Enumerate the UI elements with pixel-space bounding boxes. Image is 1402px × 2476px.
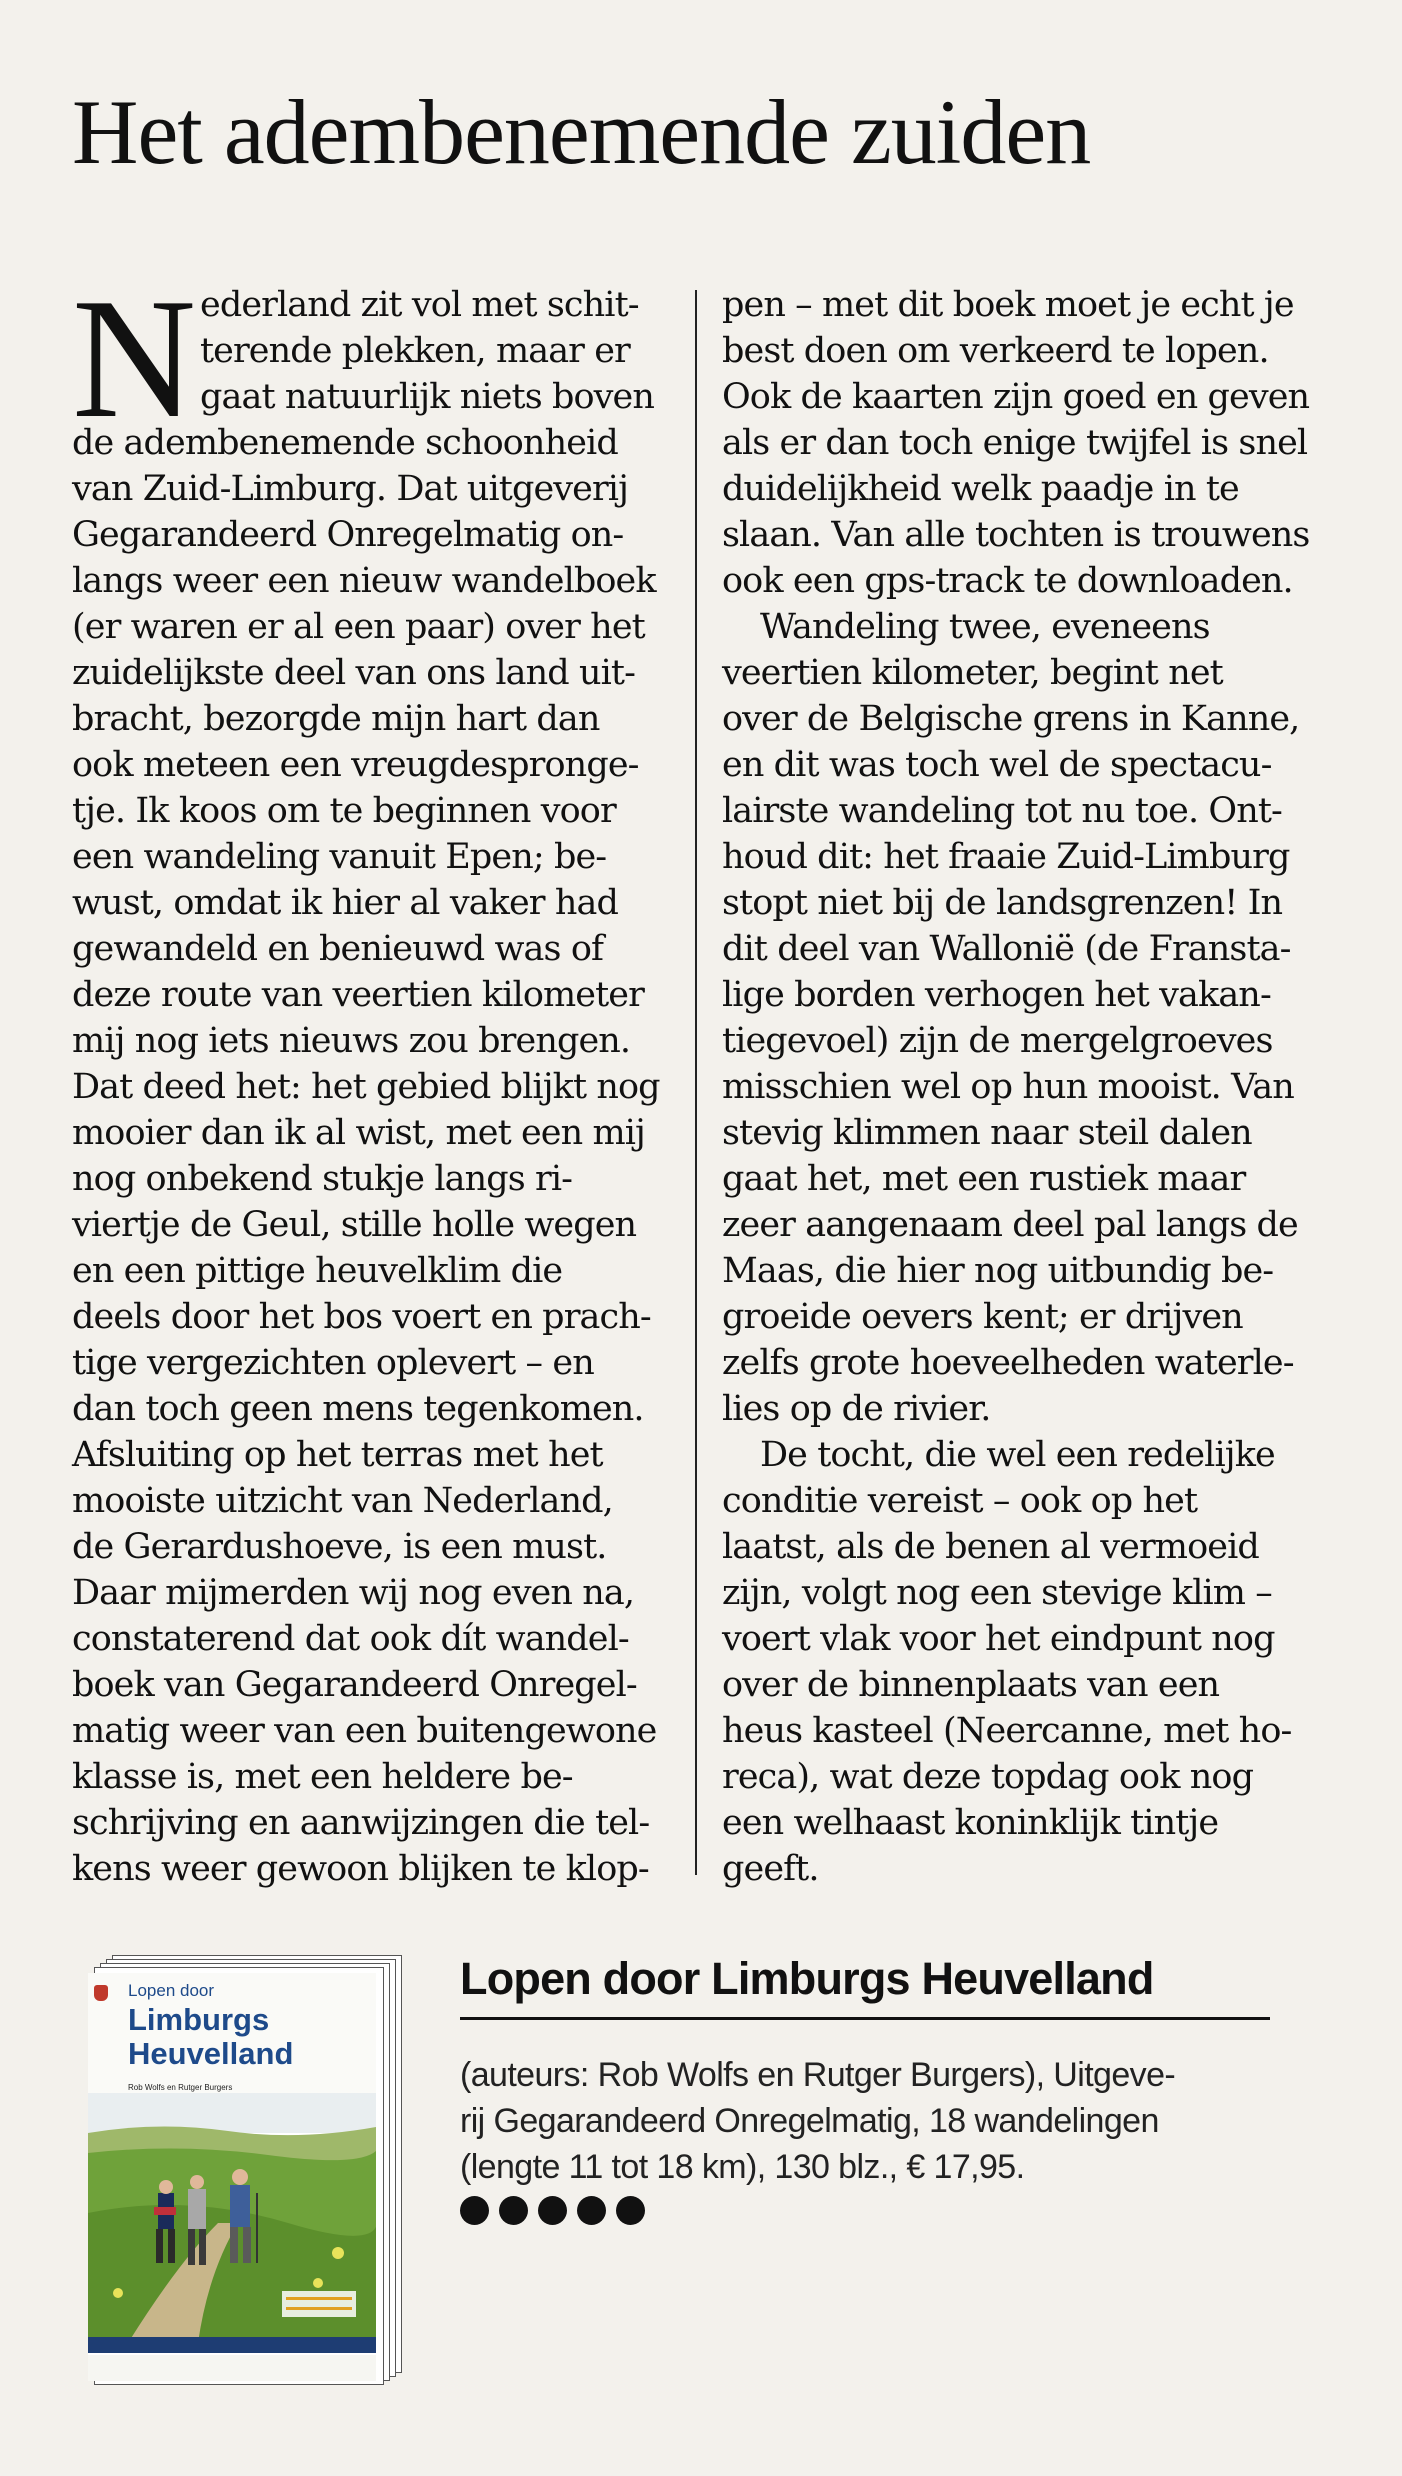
body-line: constaterend dat ook dít wandel- — [72, 1619, 629, 1659]
body-line: De tocht, die wel een redelijke — [760, 1435, 1275, 1475]
body-line: misschien wel op hun mooist. Van — [722, 1067, 1294, 1107]
cover-title-line: Limburgs — [128, 2002, 270, 2037]
body-line: ook een gps-track te downloaden. — [722, 561, 1293, 601]
column-divider — [695, 290, 697, 1875]
body-line: lige borden verhogen het vakan- — [722, 975, 1271, 1015]
body-line: (er waren er al een paar) over het — [72, 607, 645, 647]
body-line: terende plekken, maar er — [200, 331, 630, 371]
body-line: stopt niet bij de landsgrenzen! In — [722, 883, 1283, 923]
book-title-rule — [460, 2017, 1270, 2020]
body-line: voert vlak voor het eindpunt nog — [722, 1619, 1275, 1659]
article-headline: Het adembenemende zuiden — [72, 81, 1091, 183]
cover-band — [88, 2337, 376, 2353]
drop-cap: N — [72, 264, 197, 454]
cover-title-line: Heuvelland — [128, 2036, 294, 2071]
body-line: gaat het, met een rustiek maar — [722, 1159, 1246, 1199]
body-line: en dit was toch wel de spectacu- — [722, 745, 1272, 785]
body-line: groeide oevers kent; er drijven — [722, 1297, 1243, 1337]
body-line: Gegarandeerd Onregelmatig on- — [72, 515, 624, 555]
body-line: matig weer van een buitengewone — [72, 1711, 657, 1751]
cover-photo — [88, 2093, 376, 2343]
body-line: Ook de kaarten zijn goed en geven — [722, 377, 1310, 417]
body-line: Afsluiting op het terras met het — [72, 1435, 603, 1475]
body-line: nog onbekend stukje langs ri- — [72, 1159, 573, 1199]
body-line: houd dit: het fraaie Zuid-Limburg — [722, 837, 1290, 877]
body-line: duidelijkheid welk paadje in te — [722, 469, 1239, 509]
body-line: zelfs grote hoeveelheden waterle- — [722, 1343, 1294, 1383]
cover-title — [128, 2003, 293, 2071]
body-line: gaat natuurlijk niets boven — [200, 377, 654, 417]
body-line: lairste wandeling tot nu toe. Ont- — [722, 791, 1282, 831]
body-line: deze route van veertien kilometer — [72, 975, 644, 1015]
cover-authors: Rob Wolfs en Rutger Burgers — [128, 2083, 233, 2092]
article-column-right — [722, 282, 1352, 1892]
body-line: kens weer gewoon blijken te klop- — [72, 1849, 649, 1889]
body-line: stevig klimmen naar steil dalen — [722, 1113, 1252, 1153]
body-line: geeft. — [722, 1849, 819, 1889]
body-line: mooiste uitzicht van Nederland, — [72, 1481, 613, 1521]
body-line: Dat deed het: het gebied blijkt nog — [72, 1067, 660, 1107]
body-line: heus kasteel (Neercanne, met ho- — [722, 1711, 1292, 1751]
body-line: tige vergezichten oplevert – en — [72, 1343, 594, 1383]
body-line: pen – met dit boek moet je echt je — [722, 285, 1294, 325]
body-line: klasse is, met een heldere be- — [72, 1757, 573, 1797]
body-line: best doen om verkeerd te lopen. — [722, 331, 1269, 371]
body-line: dan toch geen mens tegenkomen. — [72, 1389, 644, 1429]
book-details — [460, 2052, 1175, 2190]
body-line: ook meteen een vreugdesprongе- — [72, 745, 639, 785]
body-line: reca), wat deze topdag ook nog — [722, 1757, 1254, 1797]
body-line: slaan. Van alle tochten is trouwens — [722, 515, 1310, 555]
rating-dot — [499, 2196, 528, 2225]
body-line: als er dan toch enige twijfel is snel — [722, 423, 1308, 463]
body-line: zijn, volgt nog een stevige klim – — [722, 1573, 1272, 1613]
body-line: deels door het bos voert en prach- — [72, 1297, 651, 1337]
body-line: over de binnenplaats van een — [722, 1665, 1220, 1705]
body-line: schrijving en aanwijzingen die tel- — [72, 1803, 650, 1843]
body-line: mij nog iets nieuws zou brengen. — [72, 1021, 631, 1061]
body-line: Maas, die hier nog uitbundig be- — [722, 1251, 1274, 1291]
body-line: bracht, bezorgde mijn hart dan — [72, 699, 600, 739]
body-line: zeer aangenaam deel pal langs de — [722, 1205, 1298, 1245]
body-line: laatst, als de benen al vermoeid — [722, 1527, 1259, 1567]
book-title: Lopen door Limburgs Heuvelland — [460, 1953, 1154, 2004]
body-line: Wandeling twee, eveneens — [760, 607, 1210, 647]
cover-small-title: Lopen door — [128, 1981, 215, 2000]
body-line: conditie vereist – ook op het — [722, 1481, 1198, 1521]
body-line: dit deel van Wallonië (de Fransta- — [722, 929, 1291, 969]
body-line: over de Belgische grens in Kanne, — [722, 699, 1300, 739]
body-line: een wandeling vanuit Epen; be- — [72, 837, 607, 877]
body-line: boek van Gegarandeerd Onregel- — [72, 1665, 637, 1705]
body-line: van Zuid-Limburg. Dat uitgeverij — [72, 469, 629, 509]
body-line: en een pittige heuvelklim die — [72, 1251, 563, 1291]
cover-band-bottom — [88, 2355, 376, 2381]
book-cover — [88, 1973, 376, 2381]
body-line: Daar mijmerden wij nog even na, — [72, 1573, 635, 1613]
body-line: ederland zit vol met schit- — [200, 285, 639, 325]
body-line: veertien kilometer, begint net — [722, 653, 1223, 693]
book-details-line: rij Gegarandeerd Onregelmatig, 18 wandelingen — [460, 2102, 1159, 2140]
rating-dot — [616, 2196, 645, 2225]
body-line: de Gerardushoeve, is een must. — [72, 1527, 607, 1567]
publisher-logo — [94, 1985, 108, 2001]
body-line: tiegevoel) zijn de mergelgroeves — [722, 1021, 1273, 1061]
body-line: wust, omdat ik hier al vaker had — [72, 883, 618, 923]
book-cover-image — [88, 1955, 406, 2379]
rating-dot — [577, 2196, 606, 2225]
body-line: mooier dan ik al wist, met een mij — [72, 1113, 645, 1153]
body-line: tje. Ik koos om te beginnen voor — [72, 791, 616, 831]
body-line: langs weer een nieuw wandelboek — [72, 561, 656, 601]
body-line: gewandeld en benieuwd was of — [72, 929, 604, 969]
rating-dot — [538, 2196, 567, 2225]
book-details-line: (lengte 11 tot 18 km), 130 blz., € 17,95. — [460, 2148, 1025, 2186]
body-line: lies op de rivier. — [722, 1389, 991, 1429]
article-column-left — [72, 264, 672, 1892]
body-line: viertje de Geul, stille holle wegen — [72, 1205, 637, 1245]
body-line: zuidelijkste deel van ons land uit- — [72, 653, 636, 693]
rating — [460, 2196, 645, 2226]
rating-dot — [460, 2196, 489, 2225]
book-details-line: (auteurs: Rob Wolfs en Rutger Burgers), Uitgeve- — [460, 2056, 1176, 2094]
body-line: de adembenemende schoonheid — [72, 423, 618, 463]
body-line: een welhaast koninklijk tintje — [722, 1803, 1219, 1843]
